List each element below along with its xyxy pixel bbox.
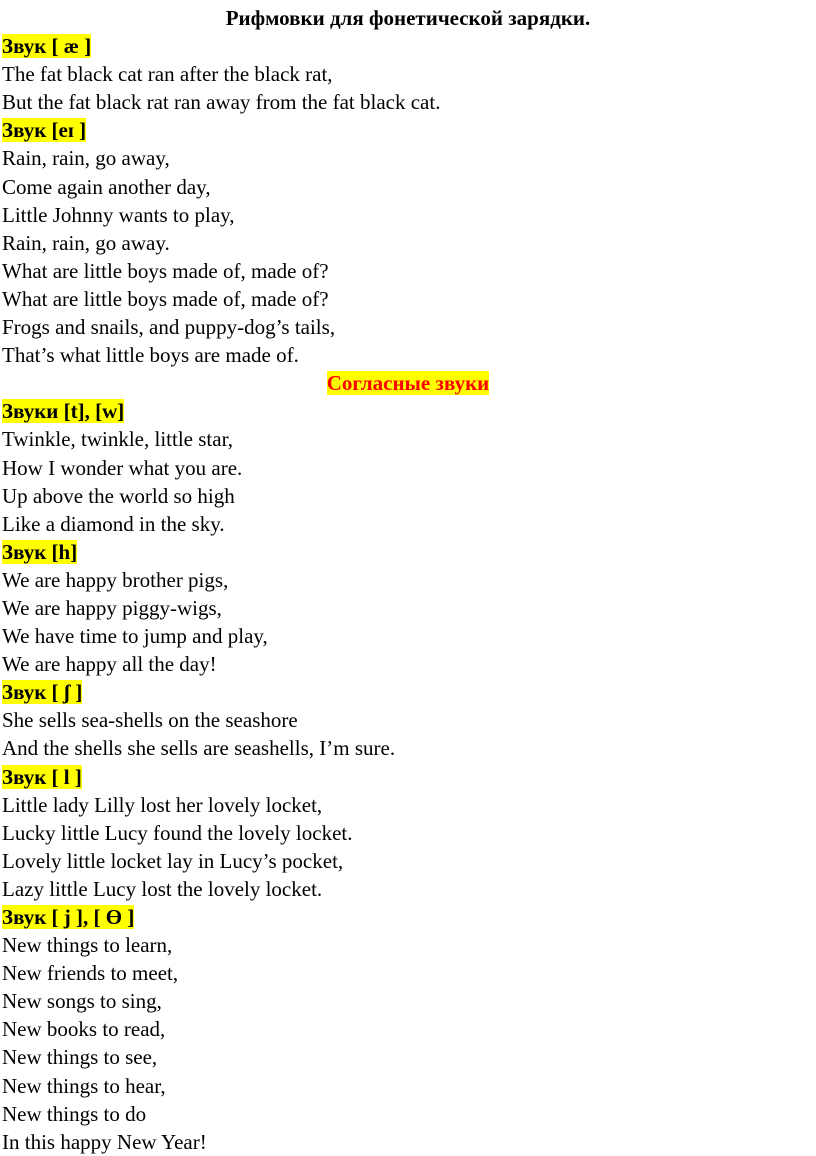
- rhyme-line: She sells sea-shells on the seashore: [2, 708, 298, 733]
- rhyme-line: Up above the world so high: [2, 483, 235, 508]
- rhyme-line: New things to learn,: [2, 933, 173, 958]
- rhyme-line: The fat black cat ran after the black rat,: [2, 62, 333, 87]
- heading-line: [0, 763, 816, 791]
- rhyme-line: What are little boys made of, made of?: [2, 286, 329, 311]
- document-title-text: Рифмовки для фонетической зарядки.: [225, 6, 591, 30]
- rhyme-line: Twinkle, twinkle, little star,: [2, 427, 233, 452]
- rhyme-line: And the shells she sells are seashells, I’m sure.: [2, 736, 396, 761]
- rhyme-line: That’s what little boys are made of.: [2, 343, 299, 368]
- sound-heading: Звук [ æ ]: [2, 34, 92, 59]
- rhyme-line: What are little boys made of, made of?: [2, 258, 329, 283]
- rhyme-line: Lovely little locket lay in Lucy’s pocket,: [2, 848, 344, 873]
- heading-line: [0, 678, 816, 706]
- sound-heading: Звуки [t], [w]: [2, 399, 125, 424]
- rhyme-line: We are happy all the day!: [2, 652, 217, 677]
- rhyme-line: Come again another day,: [2, 174, 211, 199]
- heading-line: [0, 116, 816, 144]
- rhyme-line: New things to see,: [2, 1045, 158, 1070]
- rhyme-line: How I wonder what you are.: [2, 455, 243, 480]
- rhyme-line: New songs to sing,: [2, 989, 162, 1014]
- rhyme-line: Little Johnny wants to play,: [2, 202, 235, 227]
- heading-line: [0, 903, 816, 931]
- rhyme-line: New friends to meet,: [2, 961, 179, 986]
- rhyme-line: We are happy brother pigs,: [2, 567, 229, 592]
- rhyme-line: Lazy little Lucy lost the lovely locket.: [2, 876, 323, 901]
- rhyme-line: Frogs and snails, and puppy-dog’s tails,: [2, 315, 336, 340]
- sound-heading: Звук [eɪ ]: [2, 118, 87, 143]
- rhyme-line: Like a diamond in the sky.: [2, 511, 225, 536]
- rhyme-line: We are happy piggy-wigs,: [2, 595, 222, 620]
- heading-line: [0, 397, 816, 425]
- rhyme-line: In this happy New Year!: [2, 1129, 207, 1154]
- heading-line: [0, 32, 816, 60]
- section-header-line: [0, 369, 816, 397]
- rhyme-line: Rain, rain, go away.: [2, 230, 170, 255]
- section-header: Согласные звуки: [326, 371, 490, 396]
- rhyme-line: New books to read,: [2, 1017, 166, 1042]
- rhyme-line: Lucky little Lucy found the lovely locket.: [2, 820, 353, 845]
- rhyme-line: Little lady Lilly lost her lovely locket,: [2, 792, 323, 817]
- rhyme-line: New things to hear,: [2, 1073, 166, 1098]
- rhyme-line: We have time to jump and play,: [2, 624, 268, 649]
- document-page: [0, 4, 816, 1156]
- rhyme-line: Rain, rain, go away,: [2, 146, 170, 171]
- rhyme-line: But the fat black rat ran away from the fat black cat.: [2, 90, 441, 115]
- heading-line: [0, 538, 816, 566]
- sound-heading: Звук [h]: [2, 539, 78, 564]
- rhyme-line: New things to do: [2, 1101, 147, 1126]
- sound-heading: Звук [ j ], [ Ɵ ]: [2, 905, 135, 929]
- document-title: [0, 4, 816, 32]
- sound-heading: Звук [ ʃ ]: [2, 680, 83, 705]
- sound-heading: Звук [ l ]: [2, 764, 82, 789]
